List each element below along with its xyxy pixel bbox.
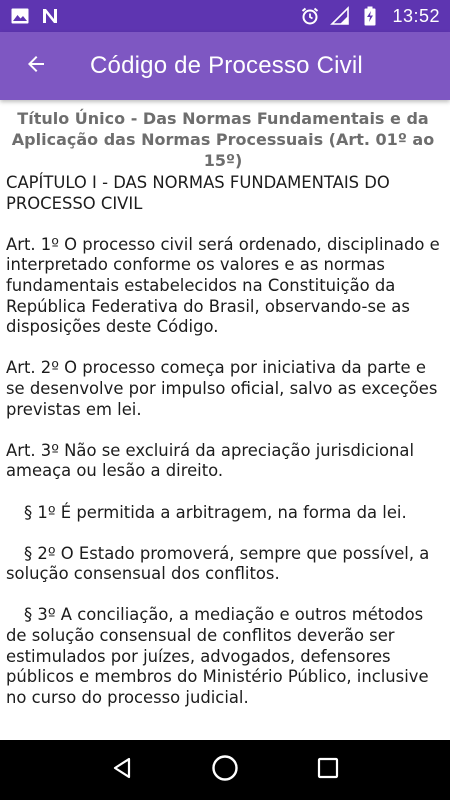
nav-back-button[interactable]	[102, 750, 142, 790]
nav-home-button[interactable]	[205, 750, 245, 790]
status-bar	[0, 0, 450, 32]
status-right	[300, 6, 440, 27]
article-section: § 2º O Estado promoverá, sempre que possível, a solução consensual dos conflitos.	[6, 543, 430, 584]
article-paragraph: Art. 3º Não se excluirá da apreciação jurisdicional ameaça ou lesão a direito.	[6, 440, 415, 481]
article-paragraph: Art. 2º O processo começa por iniciativa da parte e se desenvolve por impulso oficial, salvo as exceções previstas em lei.	[6, 358, 438, 419]
title-heading: Título Único - Das Normas Fundamentais e da Aplicação das Normas Processuais (Art. 01º ao 15º)	[11, 109, 435, 170]
chapter-title: CAPÍTULO I - DAS NORMAS FUNDAMENTAIS DO PROCESSO CIVIL	[6, 173, 390, 213]
app-bar	[0, 32, 450, 100]
back-button[interactable]	[0, 32, 72, 100]
recents-square-icon	[317, 757, 339, 784]
status-time: 13:52	[392, 5, 440, 26]
n-app-icon	[40, 6, 60, 26]
law-body	[6, 173, 440, 708]
article-paragraph: Art. 1º O processo civil será ordenado, disciplinado e interpretado conforme os valores e as normas fundamentais estabelecidos na Constituição da República Federativa do Brasil, observando-se as disposições deste Código.	[6, 234, 440, 337]
article-section: § 3º A conciliação, a mediação e outros métodos de solução consensual de conflitos deverão ser estimulados por juízes, advogados, defensores públicos e membros do Ministério Público, inclusive no curso do processo judicial.	[6, 605, 429, 707]
image-icon	[10, 6, 30, 26]
app-title: Código de Processo Civil	[90, 52, 363, 79]
battery-charging-icon	[360, 6, 380, 26]
home-circle-icon	[211, 754, 239, 787]
signal-icon	[330, 6, 350, 26]
article-section: § 1º É permitida a arbitragem, na forma da lei.	[24, 502, 407, 522]
alarm-icon	[300, 6, 320, 26]
navigation-bar	[0, 740, 450, 800]
nav-recents-button[interactable]	[308, 750, 348, 790]
law-text-scroll[interactable]	[0, 100, 450, 707]
status-left	[10, 6, 60, 26]
back-triangle-icon	[110, 756, 134, 785]
arrow-back-icon	[24, 52, 48, 81]
